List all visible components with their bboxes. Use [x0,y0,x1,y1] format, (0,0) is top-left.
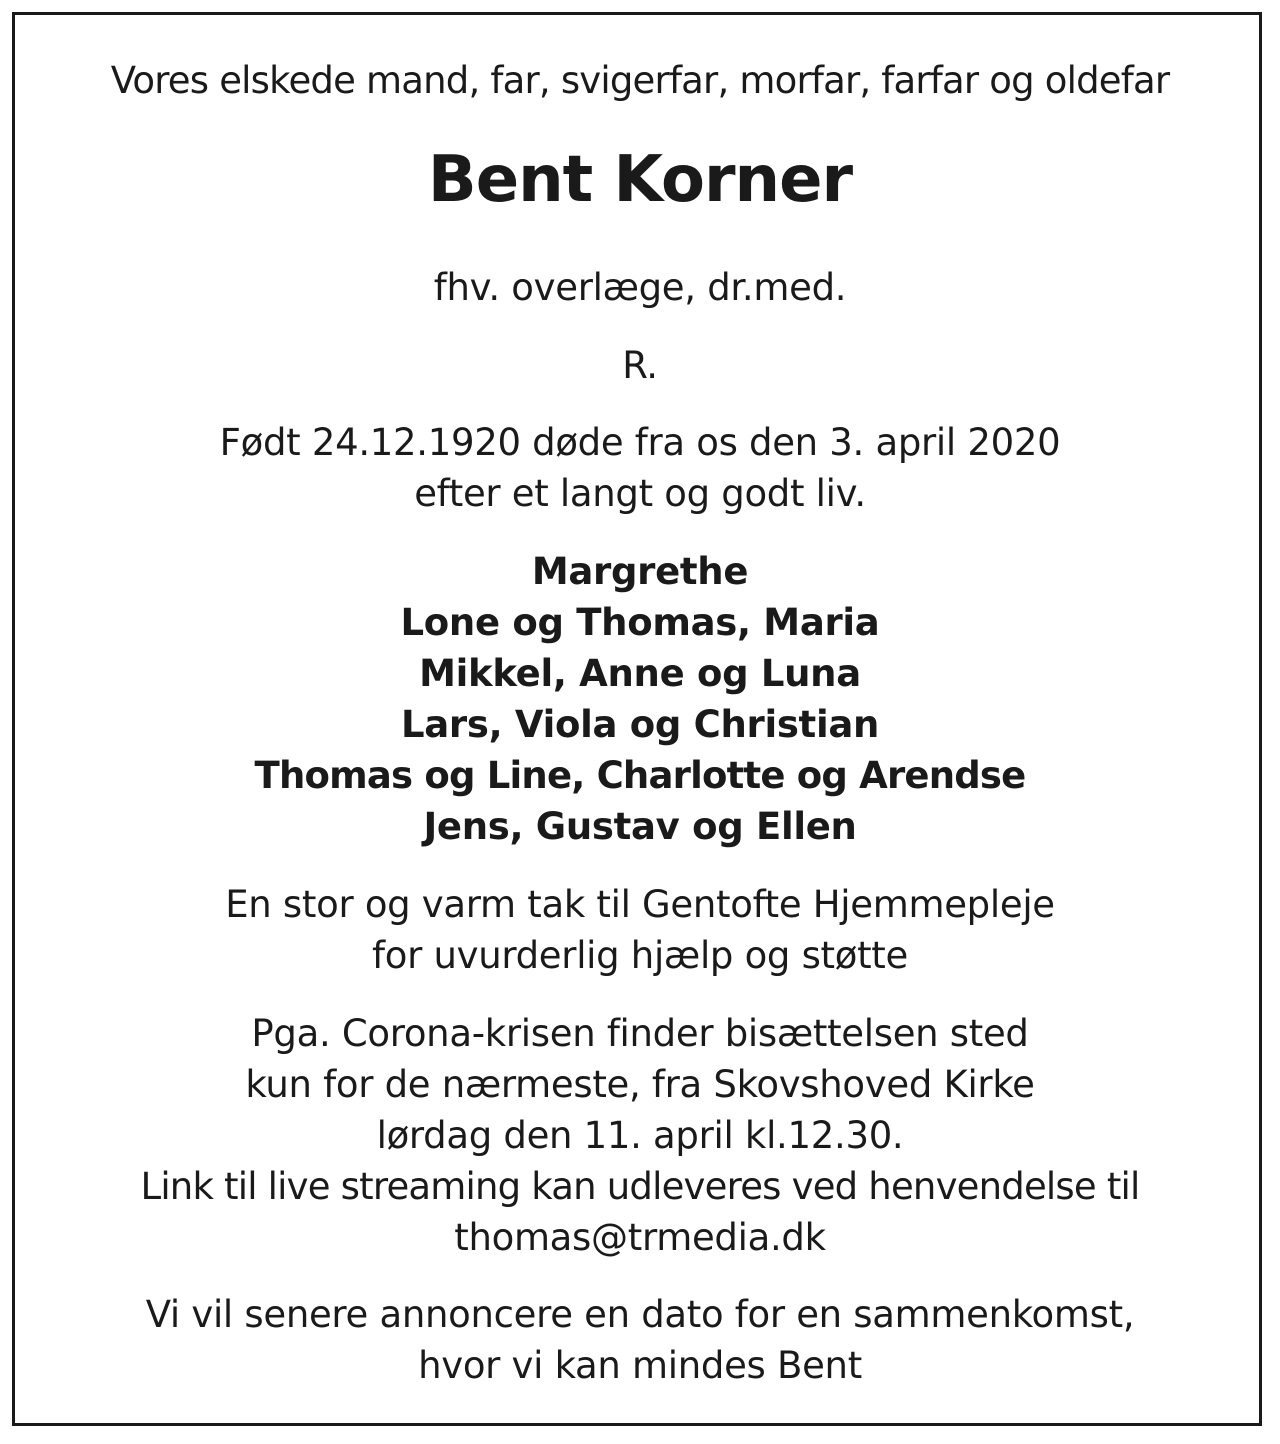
contact-email: thomas@trmedia.dk [454,1216,826,1259]
closing-line-2: hvor vi kan mindes Bent [418,1344,862,1387]
funeral-line-1: Pga. Corona-krisen finder bisættelsen sted [251,1012,1029,1055]
dates-line-2: efter et langt og godt liv. [414,472,866,515]
family-line-1: Margrethe [531,550,749,593]
thanks-line-1: En stor og varm tak til Gentofte Hjemmepleje [225,883,1055,926]
deceased-name: Bent Korner [427,143,853,217]
professional-title: fhv. overlæge, dr.med. [433,266,847,309]
funeral-line-4: Link til live streaming kan udleveres ved henvendelse til [140,1165,1140,1208]
funeral-line-3: lørdag den 11. april kl.12.30. [376,1114,904,1157]
family-line-2: Lone og Thomas, Maria [400,601,880,644]
intro-text: Vores elskede mand, far, svigerfar, morfar, farfar og oldefar [110,59,1170,102]
family-line-3: Mikkel, Anne og Luna [419,652,861,695]
family-line-5: Thomas og Line, Charlotte og Arendse [254,754,1026,797]
order-mark: R. [622,344,658,387]
dates-line-1: Født 24.12.1920 døde fra os den 3. april 2020 [219,421,1061,464]
funeral-line-2: kun for de nærmeste, fra Skovshoved Kirke [245,1063,1035,1106]
closing-line-1: Vi vil senere annoncere en dato for en sammenkomst, [145,1293,1135,1336]
family-line-6: Jens, Gustav og Ellen [423,805,857,848]
thanks-line-2: for uvurderlig hjælp og støtte [372,934,908,977]
family-line-4: Lars, Viola og Christian [400,703,880,746]
